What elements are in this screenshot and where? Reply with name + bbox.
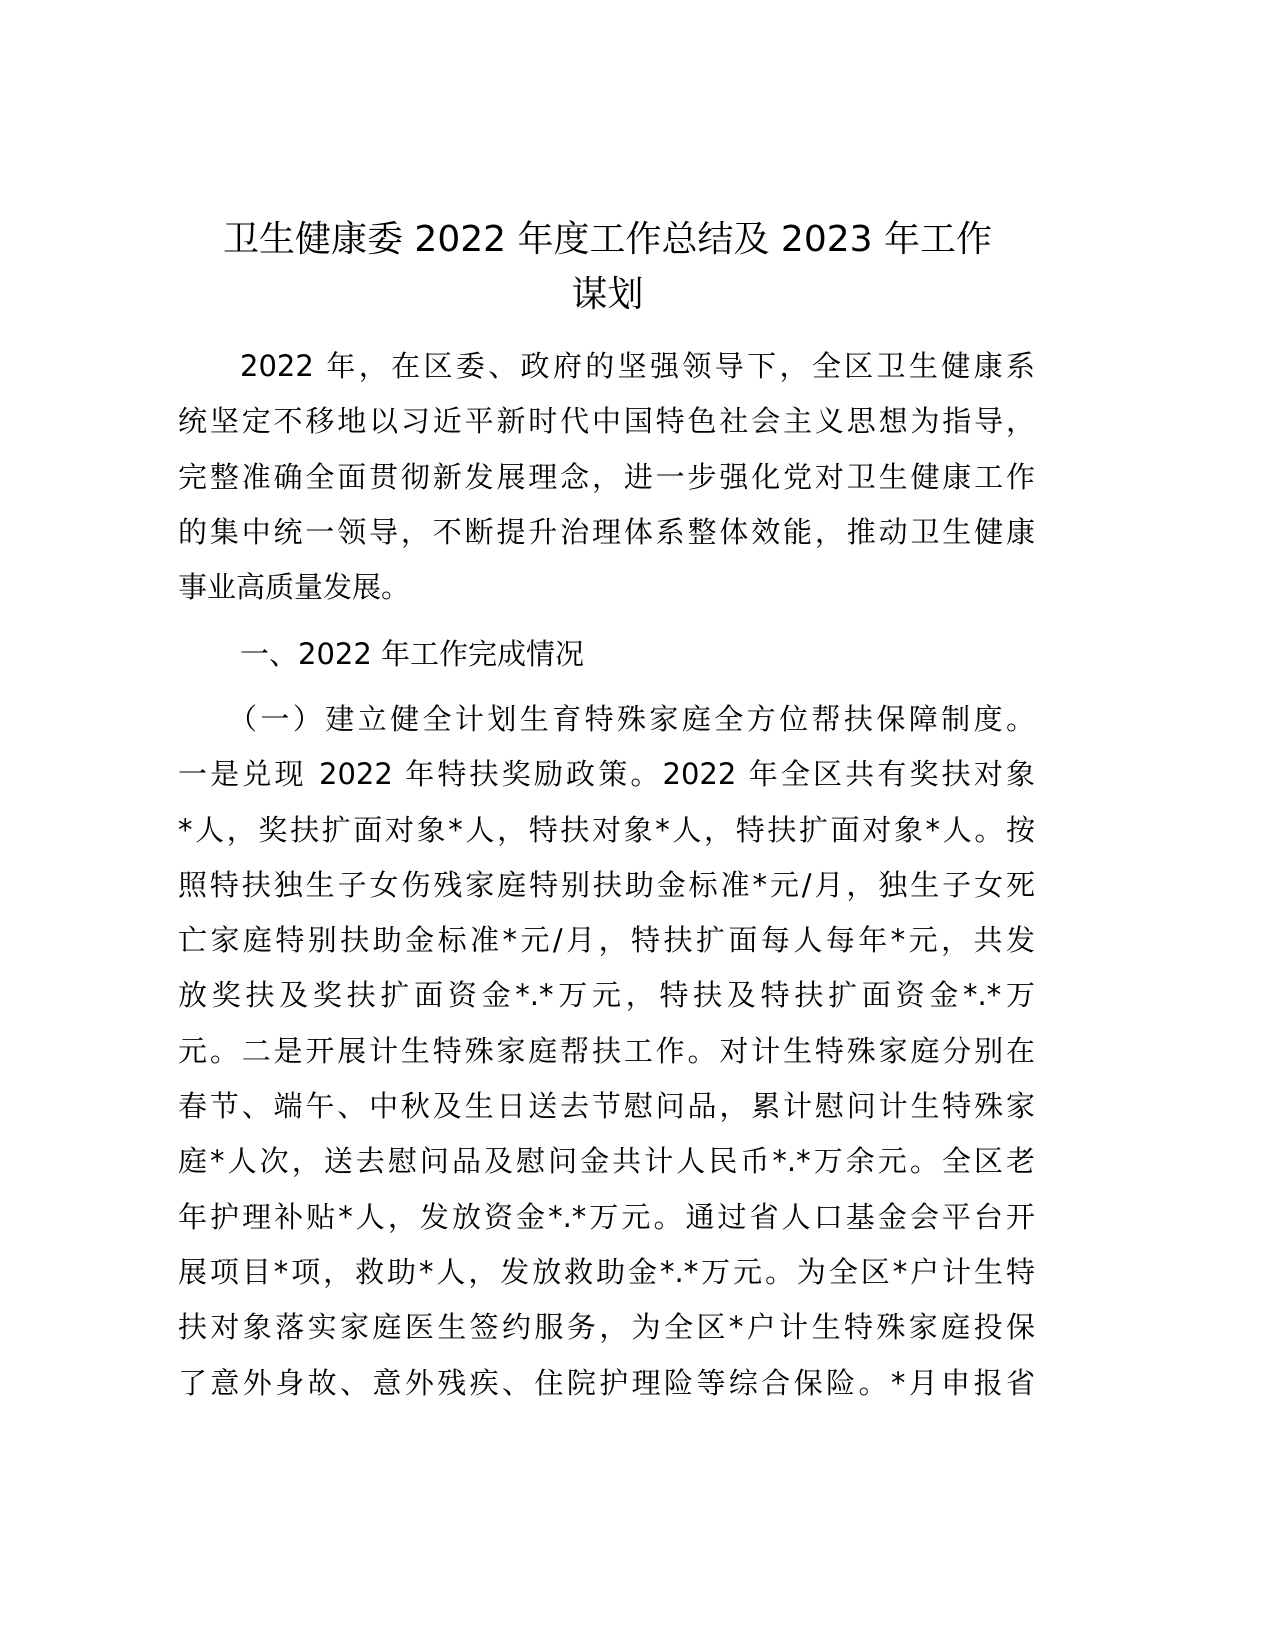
section1-paragraph	[178, 692, 1035, 1411]
text-line: 2022 年，在区委、政府的坚强领导下，全区卫生健康系	[240, 349, 1035, 383]
text-line: 的集中统一领导，不断提升治理体系整体效能，推动卫生健康	[178, 514, 1035, 549]
text-line: 照特扶独生子女伤残家庭特别扶助金标准*元/月，独生子女死	[178, 867, 1035, 902]
text-line: 庭*人次，送去慰问品及慰问金共计人民币*.*万余元。全区老	[178, 1144, 1035, 1179]
heading-text: 一、2022 年工作完成情况	[240, 637, 585, 671]
section-heading	[178, 627, 1035, 682]
text-line: 春节、端午、中秋及生日送去节慰问品，累计慰问计生特殊家	[178, 1089, 1035, 1124]
text-line: 扶对象落实家庭医生签约服务，为全区*户计生特殊家庭投保	[178, 1310, 1035, 1345]
text-line: （一）建立健全计划生育特殊家庭全方位帮扶保障制度。	[228, 702, 1035, 736]
text-line: 亡家庭特别扶助金标准*元/月，特扶扩面每人每年*元，共发	[178, 923, 1035, 958]
text-line: 完整准确全面贯彻新发展理念，进一步强化党对卫生健康工作	[178, 459, 1035, 494]
title-line: 谋划	[571, 274, 644, 315]
text-line: *人，奖扶扩面对象*人，特扶对象*人，特扶扩面对象*人。按	[178, 812, 1035, 847]
text-line: 事业高质量发展。	[178, 570, 411, 605]
intro-paragraph	[178, 339, 1035, 615]
text-line: 统坚定不移地以习近平新时代中国特色社会主义思想为指导，	[178, 404, 1035, 439]
title-line: 卫生健康委 2022 年度工作总结及 2023 年工作	[222, 219, 992, 260]
text-line: 了意外身故、意外残疾、住院护理险等综合保险。*月申报省	[178, 1365, 1035, 1400]
text-line: 年护理补贴*人，发放资金*.*万元。通过省人口基金会平台开	[178, 1199, 1035, 1234]
document-title	[150, 212, 1065, 322]
text-line: 展项目*项，救助*人，发放救助金*.*万元。为全区*户计生特	[178, 1254, 1035, 1289]
text-line: 一是兑现 2022 年特扶奖励政策。2022 年全区共有奖扶对象	[178, 757, 1035, 792]
text-line: 元。二是开展计生特殊家庭帮扶工作。对计生特殊家庭分别在	[178, 1033, 1035, 1068]
text-line: 放奖扶及奖扶扩面资金*.*万元，特扶及特扶扩面资金*.*万	[178, 978, 1035, 1013]
